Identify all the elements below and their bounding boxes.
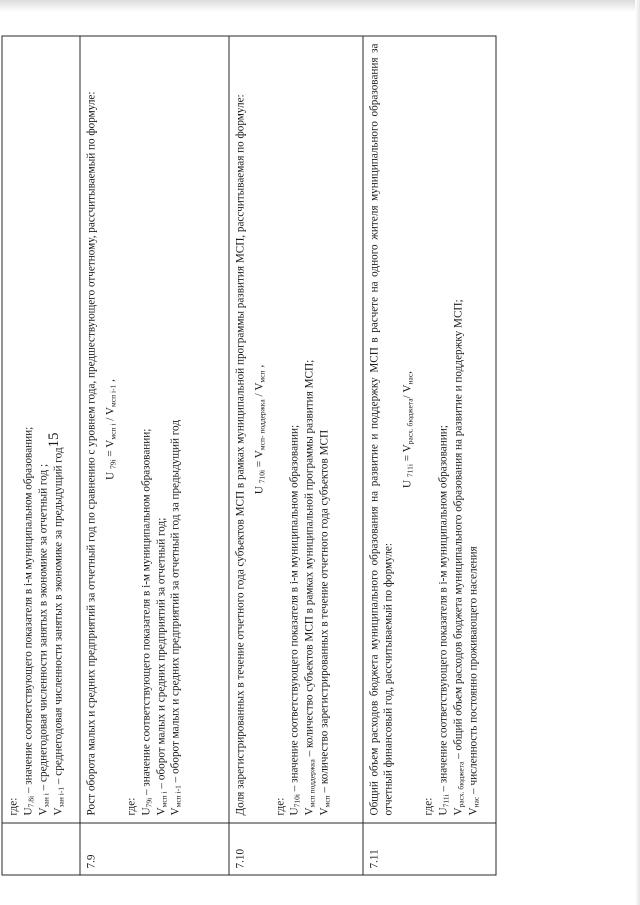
indicator-description: Рост оборота малых и средних предприятий за отчетный год по сравнению с уровнем года, предшествующего отчетному, рассчитываемый по формуле: <box>85 91 98 816</box>
indicator-formula: U $_{711i} = V_{расх. бюджета}/$ $V_{нас}$, <box>401 371 415 488</box>
indicator-formula: U $_{79i} = V_{мсп i} / V_{мсп i-1}$ , <box>104 379 118 480</box>
row-content-cell <box>363 36 496 823</box>
row-content-cell <box>2 36 80 823</box>
table-row-continuation <box>2 36 80 875</box>
definition-line: $V_{зан i}$ – среднегодовая численности занятых в экономике за отчетный год ; <box>37 463 51 816</box>
definition-line: $V_{мсп}$ – количество зарегистрированных в течение отчетного года субъектов МСП <box>318 429 332 816</box>
gde-label: где: <box>7 797 20 816</box>
row-content-cell <box>229 36 363 823</box>
table-row-7-10 <box>229 36 363 875</box>
row-number-cell <box>2 823 80 875</box>
definition-line: $V_{нас}$ – численность постоянно проживающего населения <box>467 546 481 816</box>
gde-label: где: <box>125 797 138 816</box>
definition-line: $V_{зан i-1}$ – среднегодовая численности занятых в экономике за предыдущий год <box>52 447 66 816</box>
row-content-cell <box>80 36 229 823</box>
rotated-document-table <box>2 36 497 876</box>
indicator-formula: U $_{710i} = V_{мсп- поддержка} / V_{мсп}$ , <box>253 364 267 495</box>
scan-shadow-right <box>635 0 640 905</box>
row-number-cell: 7.9 <box>80 823 229 875</box>
gde-label: где: <box>422 797 435 816</box>
gde-label: где: <box>274 797 287 816</box>
definition-line: $V_{мсп поддержка}$ – количество субъектов МСП в рамках муниципальной программы развития МСП; <box>303 359 317 816</box>
definition-line: $U_{79i}$ – значение соответствующего показателя в i-м муниципальном образовании; <box>140 428 154 816</box>
definition-line: $V_{мсп i}$ – оборот малых и средних предприятий за отчетный год; <box>155 517 169 816</box>
definition-line: $V_{расх. бюджета}$ – общий объем расходов бюджета муниципального образования на развитие и поддержку МСП; <box>452 299 466 816</box>
definition-line: $V_{мсп i-1}$ – оборот малых и средних предприятий за отчетный год за предыдущий год <box>169 419 183 816</box>
definition-line: $U_{7.8i}$ – значение соответствующего показателя в i-м муниципальном образовании; <box>22 426 36 816</box>
row-number-cell: 7.10 <box>229 823 363 875</box>
table-row-7-9 <box>80 36 229 875</box>
indicator-description: Общий объем расходов бюджета муниципального образования на развитие и поддержку МСП в расчете на одного жителя муниципального образования за отчетный финансовый год, рассчитываемый по формуле: <box>368 43 395 816</box>
table-row-7-11 <box>363 36 496 875</box>
definition-line: $U_{711i}$ – значение соответствующего показателя в i-м муниципальном образовании; <box>437 425 451 816</box>
page-number: 15 <box>45 432 62 448</box>
indicator-description: Доля зарегистрированных в течение отчетного года субъектов МСП в рамках муниципальной программы развития МСП, рассчитываемая по формуле: <box>234 94 247 816</box>
definition-line: $U_{710i}$ – значение соответствующего показателя в i-м муниципальном образовании; <box>288 424 302 816</box>
indicators-table <box>2 36 497 876</box>
row-number-cell: 7.11 <box>363 823 496 875</box>
scan-shadow-top <box>0 0 640 12</box>
